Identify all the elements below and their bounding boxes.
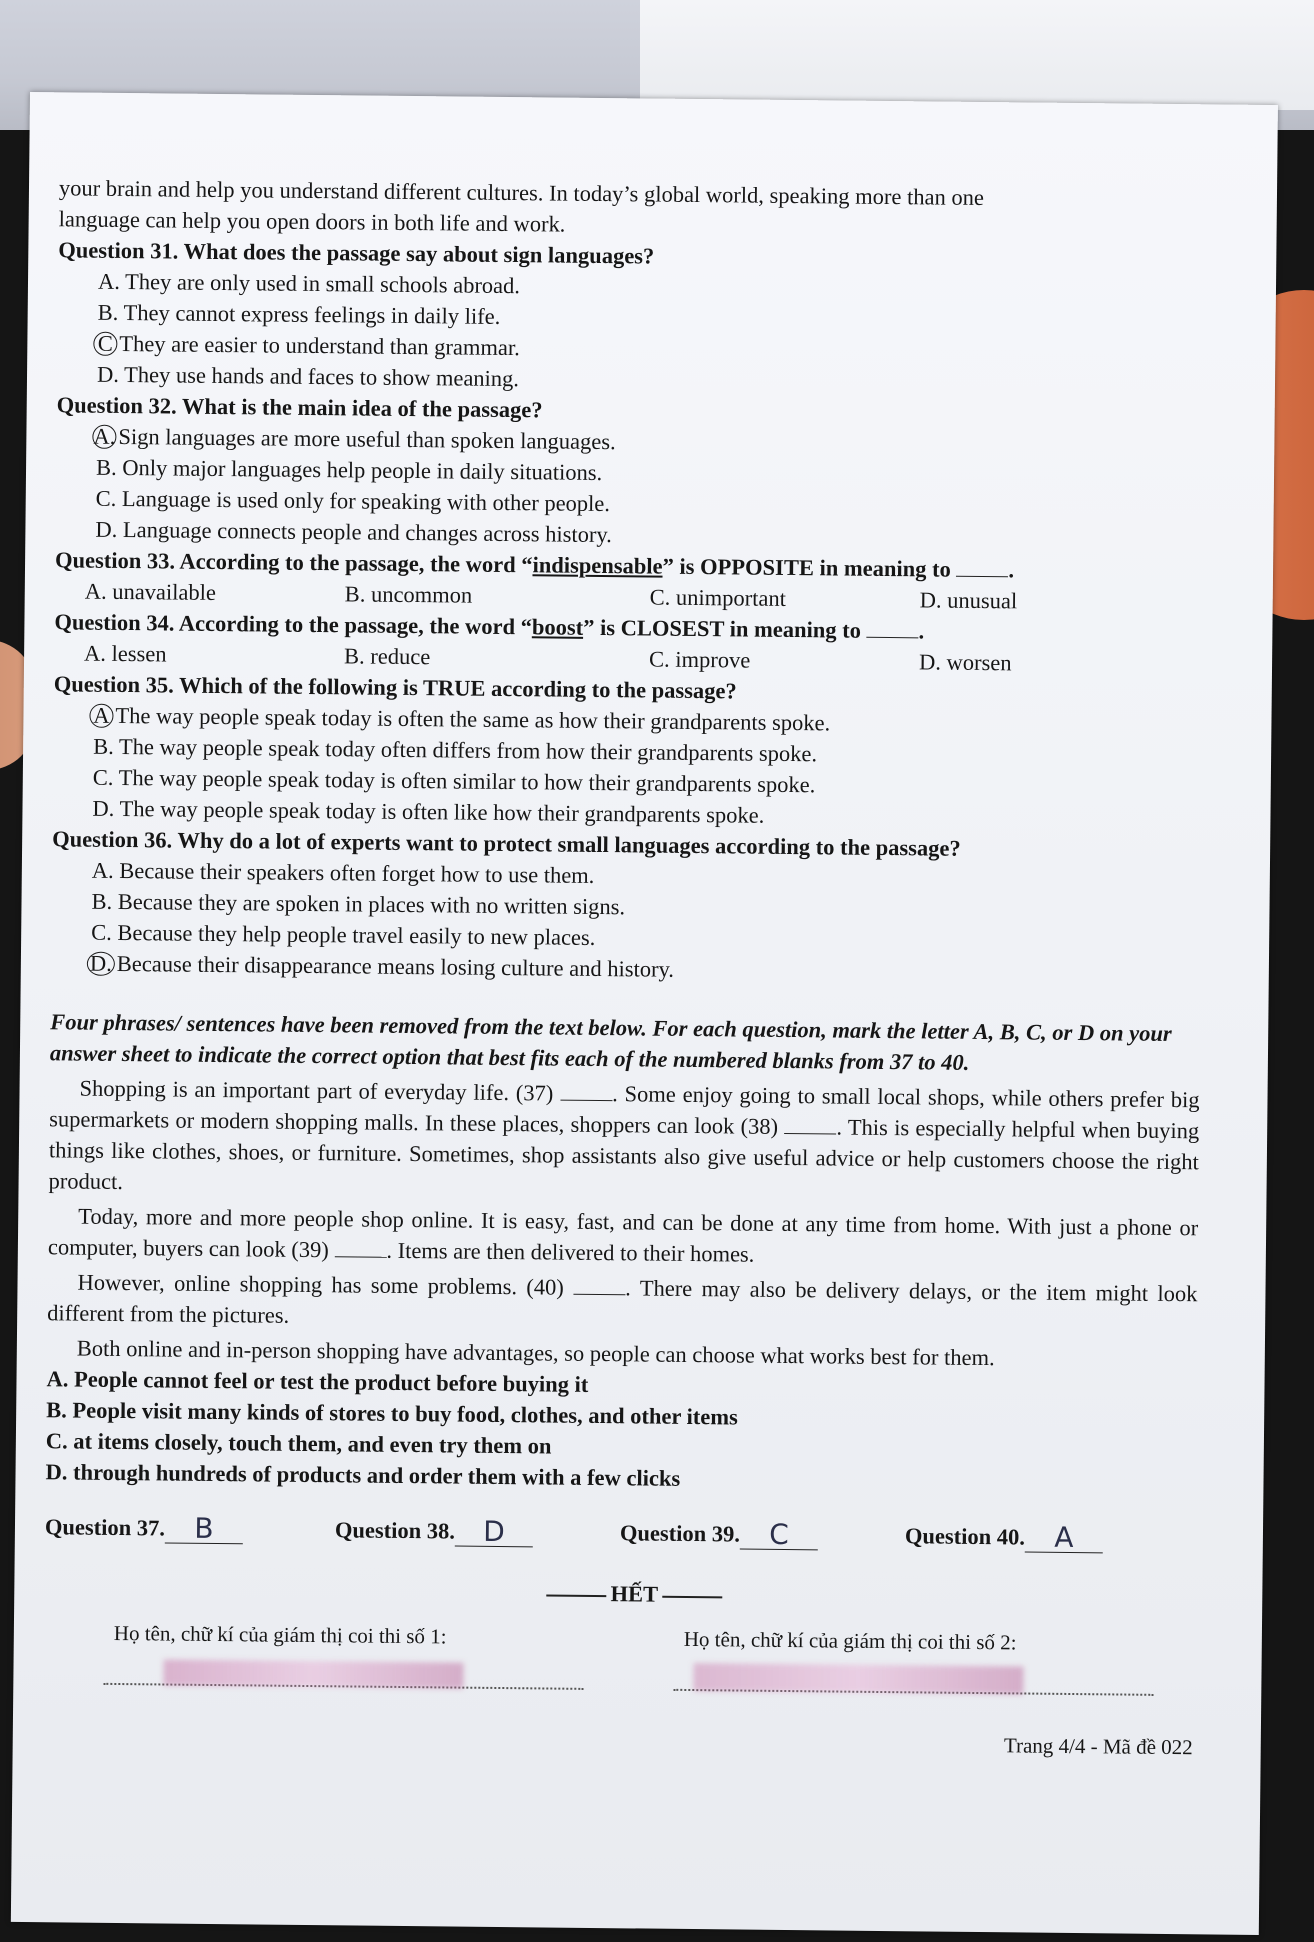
option-b: B. uncommon <box>344 581 473 608</box>
option-b: B. Because they are spoken in places with no written signs. <box>91 888 626 920</box>
signature-lines <box>43 1668 1223 1696</box>
section-instructions: Four phrases/ sentences have been removed from the text below. For each question, mark the letter A, B, C, or D on your answer sheet to indicate the correct option that best fits each of the numbered blanks from 37 to 40. <box>49 1009 1172 1075</box>
page-footer: Trang 4/4 - Mã đề 022 <box>1003 1733 1193 1760</box>
option-d: D. Language connects people and changes across history. <box>95 516 613 548</box>
option-b: B. Only major languages help people in daily situations. <box>95 454 603 486</box>
question-36-stem: Question 36. Why do a lot of experts want to protect small languages according to the passage? <box>52 826 961 861</box>
option-c: C. improve <box>648 646 751 673</box>
redacted-signature <box>693 1663 1023 1694</box>
answer-blank <box>573 1274 625 1296</box>
target-word: indispensable <box>532 552 663 579</box>
answer-blank <box>867 617 919 639</box>
exam-page <box>11 92 1278 1935</box>
answer-40: Question 40. A <box>905 1520 1165 1554</box>
proctor-2-label: Họ tên, chữ kí của giám thị coi thi số 2: <box>683 1626 1017 1655</box>
signature-labels <box>44 1617 1224 1660</box>
question-35-options <box>52 699 1233 835</box>
fill-option-c: C. at items closely, touch them, and even try them on <box>45 1428 552 1459</box>
option-d: D. unusual <box>919 587 1018 614</box>
fill-option-b: B. People visit many kinds of stores to buy food, clothes, and other items <box>46 1397 738 1430</box>
target-word: boost <box>531 614 584 640</box>
option-c: C. The way people speak today is often similar to how their grandparents spoke. <box>92 764 816 798</box>
handwritten-answer: A <box>1025 1523 1103 1553</box>
answer-blank <box>956 556 1008 578</box>
option-b: B. The way people speak today often differs from how their grandparents spoke. <box>93 733 818 767</box>
question-31-stem: Question 31. What does the passage say about sign languages? <box>58 237 655 269</box>
end-mark: HẾT <box>44 1572 1224 1615</box>
answer-39: Question 39. C <box>620 1517 905 1551</box>
circled-letter: A <box>89 704 113 728</box>
option-a: A. lessen <box>83 640 167 667</box>
passage-paragraph-4: Both online and in-person shopping have advantages, so people can choose what works best for them. <box>76 1335 995 1371</box>
redacted-signature <box>163 1659 463 1688</box>
handwritten-answer: B <box>165 1514 243 1544</box>
fill-option-a: A. People cannot feel or test the product before buying it <box>46 1366 589 1397</box>
option-a: A. They are only used in small schools abroad. <box>97 268 521 299</box>
question-34-stem: Question 34. According to the passage, the word “boost” is CLOSEST in meaning to . <box>54 609 925 644</box>
option-c: C. unimportant <box>649 584 787 611</box>
fill-options <box>45 1363 1226 1499</box>
option-d: D. They use hands and faces to show meaning. <box>96 361 520 392</box>
circled-letter: D. <box>87 952 115 976</box>
circled-letter: C <box>93 332 117 356</box>
passage-paragraph-1: Shopping is an important part of everyday life. (37) . Some enjoy going to small local shops, while others prefer big supermarkets or modern shopping malls. In these places, shoppers can look (38) . This is especially helpful when buying things like clothes, shoes, or furniture. Sometimes, shop assistants also give useful advice or help customers choose the right product. <box>48 1075 1200 1195</box>
option-b: B. They cannot express feelings in daily life. <box>97 299 501 329</box>
option-c: C. Language is used only for speaking with other people. <box>95 485 611 517</box>
option-c: C They are easier to understand than grammar. <box>97 328 1237 371</box>
option-a: A. Sign languages are more useful than spoken languages. <box>93 423 616 455</box>
handwritten-answer: C <box>740 1521 818 1551</box>
option-d: D. worsen <box>918 649 1012 676</box>
intro-line: your brain and help you understand different cultures. In today’s global world, speaking more than one <box>58 175 985 210</box>
question-31-options <box>57 265 1238 401</box>
question-33-stem: Question 33. According to the passage, the word “indispensable” is OPPOSITE in meaning to . <box>54 547 1015 583</box>
answer-blank <box>560 1080 612 1102</box>
question-32-options <box>55 420 1236 556</box>
passage-paragraph-2: Today, more and more people shop online. It is easy, fast, and can be done at any time from home. With just a phone or computer, buyers can look (39) . Items are then delivered to their homes. <box>47 1203 1199 1267</box>
answer-blank <box>334 1236 386 1258</box>
option-b: B. reduce <box>343 643 431 670</box>
option-a: A The way people speak today is often the same as how their grandparents spoke. <box>93 700 1233 743</box>
option-d: D. Because their disappearance means losing culture and history. <box>91 948 1231 991</box>
option-a: A. Because their speakers often forget how to use them. <box>91 857 595 888</box>
answer-38: Question 38. D <box>335 1514 620 1548</box>
question-32-stem: Question 32. What is the main idea of the passage? <box>56 392 543 423</box>
proctor-1-signature <box>103 1669 583 1690</box>
background-fabric-light <box>640 0 1314 110</box>
intro-line: language can help you open doors in both life and work. <box>58 206 566 237</box>
answer-blank <box>784 1113 836 1135</box>
option-c: C. Because they help people travel easily to new places. <box>91 919 596 950</box>
question-36-options <box>51 854 1232 990</box>
proctor-1-label: Họ tên, chữ kí của giám thị coi thi số 1: <box>113 1620 447 1649</box>
answer-37: Question 37. B <box>45 1511 335 1545</box>
circled-letter: A. <box>93 423 116 449</box>
answer-row <box>45 1511 1225 1554</box>
page-content <box>43 172 1239 1763</box>
fill-option-d: D. through hundreds of products and order them with a few clicks <box>45 1459 681 1491</box>
option-d: D. The way people speak today is often like how their grandparents spoke. <box>92 795 765 828</box>
option-a: A. unavailable <box>84 578 217 605</box>
proctor-2-signature <box>673 1675 1153 1696</box>
question-35-stem: Question 35. Which of the following is TRUE according to the passage? <box>53 671 737 704</box>
handwritten-answer: D <box>455 1518 533 1548</box>
passage-paragraph-3: However, online shopping has some problems. (40) . There may also be delivery delays, or the item might look different from the pictures. <box>47 1269 1198 1328</box>
